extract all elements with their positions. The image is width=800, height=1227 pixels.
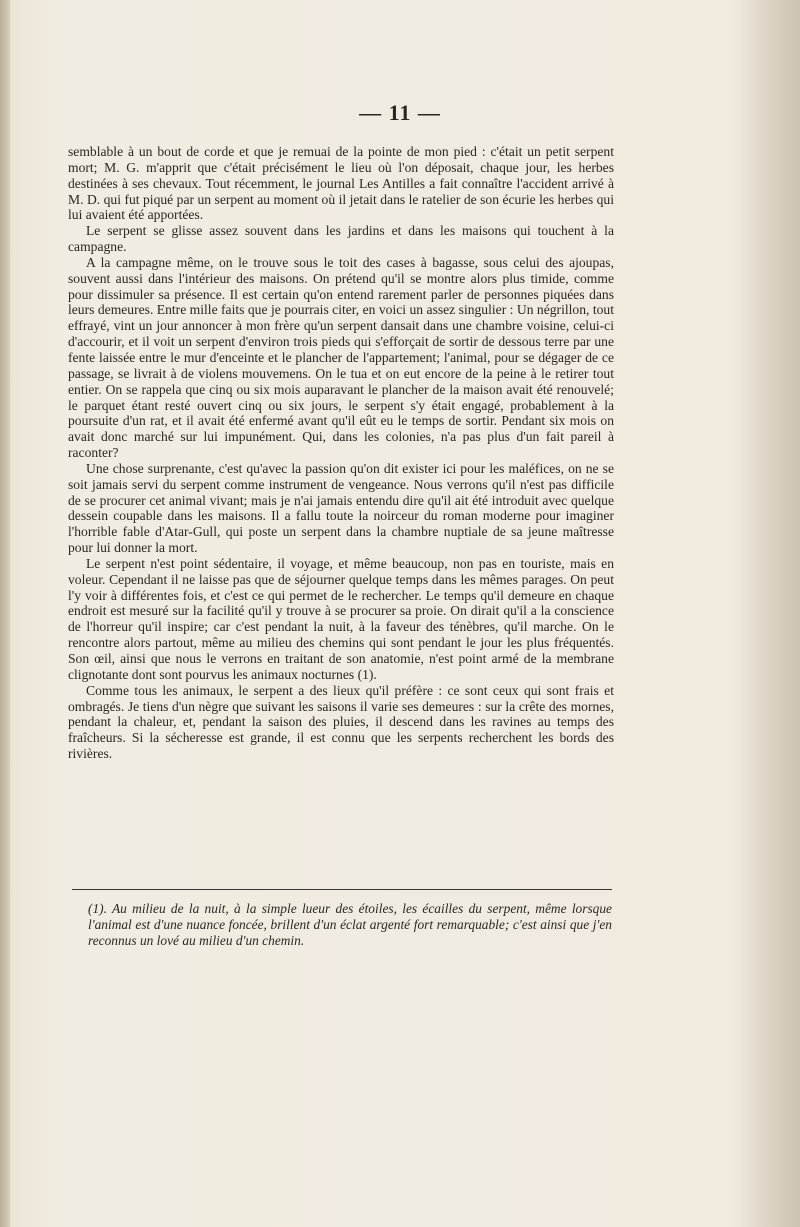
body-text xyxy=(68,144,614,762)
paragraph: Le serpent se glisse assez souvent dans les jardins et dans les maisons qui touchent à la campagne. xyxy=(68,223,614,255)
page-number: — 11 — xyxy=(359,100,441,125)
paragraph: semblable à un bout de corde et que je remuai de la pointe de mon pied : c'était un petit serpent mort; M. G. m'apprit que c'était précisément le lieu où l'on déposait, chaque jour, les herbes destinées à ses chevaux. Tout récemment, le journal Les Antilles a fait connaître l'accident arrivé à M. D. qui fut piqué par un serpent au moment où il jetait dans le ratelier de son écurie les herbes qui lui avaient été apportées. xyxy=(68,144,614,223)
paragraph: Comme tous les animaux, le serpent a des lieux qu'il préfère : ce sont ceux qui sont frais et ombragés. Je tiens d'un nègre que suivant les saisons il varie ses demeures : sur la crête des mornes, pendant la chaleur, et, pendant la saison des pluies, il descend dans les ravines au temps des fraîcheurs. Si la sécheresse est grande, il est connu que les serpents recherchent les bords des rivières. xyxy=(68,682,614,762)
footnote: (1). Au milieu de la nuit, à la simple lueur des étoiles, les écailles du serpent, même lorsque l'animal est d'une nuance foncée, brillent d'un éclat argenté fort remarquable; c'est ainsi que j'en reconnus un lové au milieu d'un chemin. xyxy=(88,901,612,948)
paragraph: Le serpent n'est point sédentaire, il voyage, et même beaucoup, non pas en touriste, mais en voleur. Cependant il ne laisse pas que de séjourner quelque temps dans les mêmes parages. On peut l'y voir à différentes fois, et c'est ce qui permet de le rechercher. Le temps qu'il demeure en chaque endroit est mesuré sur la facilité qu'il y trouve à se procurer sa proie. On dirait qu'il a la conscience de l'horreur qu'il inspire; car c'est pendant la nuit, à la faveur des ténèbres, qu'il marche. On le rencontre alors partout, même au milieu des chemins qui sont pendant le jour les plus fréquentés. Son œil, ainsi que nous le verrons en traitant de son anatomie, n'est point armé de la membrane clignotante dont sont pourvus les animaux nocturnes (1). xyxy=(68,555,614,682)
binding-edge xyxy=(0,0,10,1227)
page-edge-shadow xyxy=(730,0,800,1227)
paragraph: A la campagne même, on le trouve sous le toit des cases à bagasse, sous celui des ajoupas, souvent aussi dans l'intérieur des maisons. On prétend qu'il se montre alors plus timide, comme pour dissimuler sa présence. Il est certain qu'on entend rarement parler de personnes piquées dans leurs demeures. Entre mille faits que je pourrais citer, en voici un assez singulier : Un négrillon, tout effrayé, vint un jour annoncer à mon frère qu'un serpent dansait dans une chambre voisine, celui-ci d'accourir, et il voit un serpent d'environ trois pieds qui s'efforçait de sortir de dessous terre par une fente laissée entre le mur d'enceinte et le plancher de l'appartement; l'animal, pour se dégager de ce passage, se livrait à de violens mouvemens. On le tua et on eut encore de la peine à le retirer tout entier. On se rappela que cinq ou six mois auparavant le plancher de la maison avait été renouvelé; le parquet étant resté ouvert cinq ou six jours, le serpent s'y était engagé, probablement à la poursuite d'un rat, et il avait été enfermé avant qu'il eût eu le temps de sortir. Pendant six mois on avait donc marché sur lui impunément. Qui, dans les colonies, n'a pas plus d'un fait pareil à raconter? xyxy=(68,254,614,461)
paragraph: Une chose surprenante, c'est qu'avec la passion qu'on dit exister ici pour les maléfices, on ne se soit jamais servi du serpent comme instrument de vengeance. Nous verrons qu'il n'est pas difficile de se procurer cet animal vivant; mais je n'ai jamais entendu dire qu'il ait été introduit avec quelque dessein coupable dans les maisons. Il a fallu toute la noirceur du roman moderne pour imaginer l'horrible fable d'Atar-Gull, qui poste un serpent dans la chambre nuptiale de sa jeune maîtresse pour lui donner la mort. xyxy=(68,460,614,556)
footnote-divider xyxy=(72,889,612,890)
